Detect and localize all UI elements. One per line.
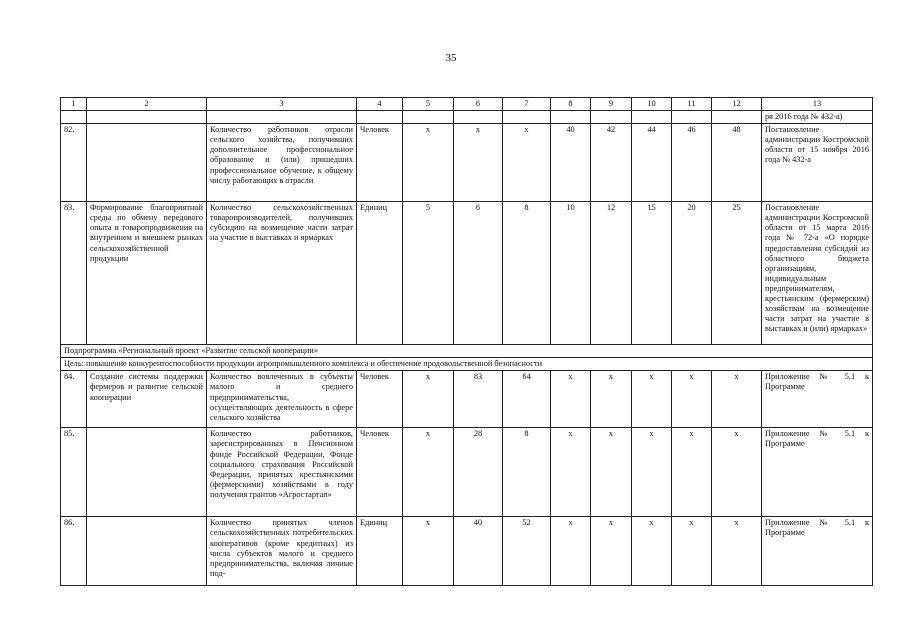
value-cell: 10 (551, 202, 591, 345)
value-cell: x (551, 371, 591, 428)
table-row (61, 517, 873, 586)
header-cell: 4 (357, 98, 403, 111)
activity-name (87, 428, 207, 517)
value-cell: x (712, 371, 762, 428)
value-cell: x (672, 371, 712, 428)
value-cell: 42 (591, 124, 632, 202)
unit: Человек (357, 124, 403, 202)
header-cell: 12 (712, 98, 762, 111)
value-cell: 8 (503, 202, 551, 345)
value-cell: x (551, 428, 591, 517)
value-cell: 46 (672, 124, 712, 202)
value-cell: 48 (712, 124, 762, 202)
table-row (61, 428, 873, 517)
header-cell: 3 (207, 98, 357, 111)
value-cell: x (591, 371, 632, 428)
indicator-name: Количество работников, зарегистрированных в Пенсионном фонде Российской Федерации, Фонде социального страхования Российской Федерации, принятых крестьянскими (фермерскими) хозяйствами в году получения грантов «Агростартап» (207, 428, 357, 517)
carry-over-text: ря 2016 года № 432-а) (762, 111, 873, 124)
source-document: Постановление администрации Костромской области от 15 марта 2016 года № 72-а «О порядке предоставления субсидий из областного бюджета организациям, индивидуальным предпринимателям, крестьянским (фермерским) хозяйствам на возмещение части затрат на участие в выставках и (или) ярмарках» (762, 202, 873, 345)
value-cell: 12 (591, 202, 632, 345)
table-row (61, 124, 873, 202)
indicators-table (60, 97, 873, 586)
source-document: Приложение № 5.1 к Программе (762, 517, 873, 586)
row-number: 85. (61, 428, 87, 517)
value-cell: 25 (712, 202, 762, 345)
row-number: 82. (61, 124, 87, 202)
header-cell: 9 (591, 98, 632, 111)
value-cell: x (403, 371, 454, 428)
header-cell: 1 (61, 98, 87, 111)
goal-text: Цель: повышение конкурентоспособности продукции агропромышленного комплекса и обеспечение продовольственной безопасности (61, 358, 873, 371)
value-cell: 40 (454, 517, 503, 586)
value-cell: 5 (403, 202, 454, 345)
value-cell: x (712, 517, 762, 586)
value-cell: 83 (454, 371, 503, 428)
header-cell: 5 (403, 98, 454, 111)
value-cell: x (712, 428, 762, 517)
table-row (61, 371, 873, 428)
subprogram-title: Подпрограмма «Региональный проект «Развитие сельской кооперации» (61, 345, 873, 358)
value-cell: x (632, 517, 672, 586)
indicator-name: Количество работников отрасли сельского хозяйства, получивших дополнительное профессиональное образование и (или) прошедших профессиональное обучение, к общему числу работающих в отрасли (207, 124, 357, 202)
value-cell: 6 (454, 202, 503, 345)
header-cell: 6 (454, 98, 503, 111)
indicator-name: Количество сельскохозяйственных товаропроизводителей, получивших субсидию на возмещение части затрат на участие в выставках и ярмарках (207, 202, 357, 345)
value-cell: x (591, 428, 632, 517)
header-cell: 10 (632, 98, 672, 111)
column-number-row (61, 98, 873, 111)
table-row (61, 202, 873, 345)
goal-row (61, 358, 873, 371)
header-cell: 2 (87, 98, 207, 111)
unit: Единиц (357, 517, 403, 586)
page-number: 35 (445, 52, 457, 64)
unit: Единиц (357, 202, 403, 345)
value-cell: 28 (454, 428, 503, 517)
carry-over-row (61, 111, 873, 124)
unit: Человек (357, 371, 403, 428)
source-document: Приложение № 5.1 к Программе (762, 371, 873, 428)
value-cell: x (632, 371, 672, 428)
header-cell: 13 (762, 98, 873, 111)
unit: Человек (357, 428, 403, 517)
row-number: 83. (61, 202, 87, 345)
value-cell: x (591, 517, 632, 586)
value-cell: x (454, 124, 503, 202)
activity-name: Формирование благоприятной среды по обмену передового опыта и товаропродвижения на внутреннем и внешнем рынках сельскохозяйственной продукции (87, 202, 207, 345)
activity-name: Создание системы поддержки фермеров и развитие сельской кооперации (87, 371, 207, 428)
value-cell: x (503, 124, 551, 202)
value-cell: x (403, 517, 454, 586)
activity-name (87, 124, 207, 202)
value-cell: x (403, 124, 454, 202)
value-cell: 20 (672, 202, 712, 345)
value-cell: x (632, 428, 672, 517)
source-document: Постановление администрации Костромской области от 15 ноября 2016 года № 432-а (762, 124, 873, 202)
subprogram-row (61, 345, 873, 358)
row-number: 86. (61, 517, 87, 586)
value-cell: 8 (503, 428, 551, 517)
value-cell: x (672, 428, 712, 517)
value-cell: 40 (551, 124, 591, 202)
header-cell: 11 (672, 98, 712, 111)
value-cell: 44 (632, 124, 672, 202)
value-cell: x (403, 428, 454, 517)
value-cell: 15 (632, 202, 672, 345)
activity-name (87, 517, 207, 586)
header-cell: 8 (551, 98, 591, 111)
value-cell: x (672, 517, 712, 586)
value-cell: 64 (503, 371, 551, 428)
value-cell: x (551, 517, 591, 586)
indicator-name: Количество вовлеченных в субъекты малого и среднего предпринимательства, осуществляющих деятельность в сфере сельского хозяйства (207, 371, 357, 428)
value-cell: 52 (503, 517, 551, 586)
indicator-name: Количество принятых членов сельскохозяйственных потребительских кооперативов (кроме кредитных) из числа субъектов малого и среднего предпринимательства, включая личные под- (207, 517, 357, 586)
header-cell: 7 (503, 98, 551, 111)
row-number: 84. (61, 371, 87, 428)
source-document: Приложение № 5.1 к Программе (762, 428, 873, 517)
